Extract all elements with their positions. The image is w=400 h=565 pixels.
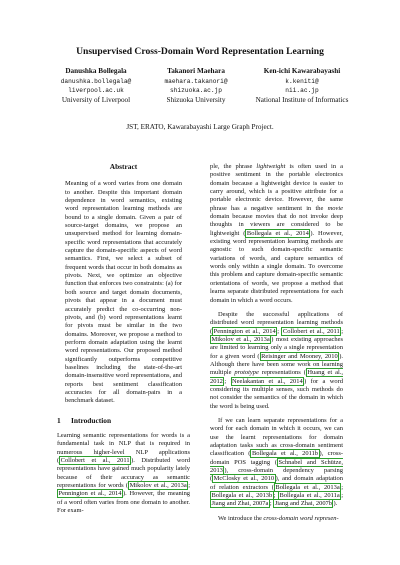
section-title: Introduction — [71, 415, 112, 425]
citation-link[interactable]: Bollegala et al., 2014 — [246, 229, 309, 237]
text-run: We introduce the — [218, 514, 264, 522]
text-run: ), cross-domain POS tagging ( — [210, 450, 343, 466]
text-run: If we can learn separate representations for a word for each domain in which it occurs, we can use the learnt representations for domain adaptation tasks such as cross-domain sentiment classification ( — [210, 416, 343, 458]
body-paragraph — [210, 515, 343, 523]
citation-link[interactable]: Huang et al., 2012 — [210, 369, 343, 385]
abstract-text: Meaning of a word varies from one domain to another. Despite this important domain dependence in word semantics, existing word representation learning methods are bound to a single domain. Given a pair of source-target domains, we propose an unsupervised method for learning domain-specific word representations that accurately capture the domain-specific aspects of word semantics. First, we select a subset of frequent words that occur in both domains as pivots. Next, we optimize an objective function that enforces two constraints: (a) for both source and target domain documents, pivots that appear in a document must accurately predict the co-occurring non-pivots, and (b) word representations learnt for pivots must be similar in the two domains. Moreover, we propose a method to perform domain adaptation using the learnt word representations. Our proposed method significantly outperforms competitive baselines including the state-of-the-art domain-insensitive word representations, and reports best sentiment classification accuracies for all domain-pairs in a benchmark dataset. — [65, 180, 182, 405]
abstract-heading: Abstract — [109, 162, 138, 171]
emphasis: cross-domain word represen- — [263, 514, 339, 522]
section-heading-introduction — [57, 417, 190, 425]
text-run: ) for a word considering its multiple senses, such methods do not consider the semantics of the domain in which the word is being used. — [210, 377, 343, 410]
body-paragraph — [210, 163, 343, 305]
author-email: k.keniti@ — [285, 77, 319, 85]
citation-link[interactable]: Bollegala et al., 2013b — [211, 492, 273, 500]
author-email: maehara.takanori@ — [164, 77, 228, 85]
citation-link[interactable]: Pennington et al., 2014 — [213, 327, 276, 335]
author-3 — [240, 67, 364, 105]
author-1 — [44, 67, 148, 105]
author-name: Danushka Bollegala — [65, 67, 127, 75]
author-2 — [144, 67, 248, 105]
author-email: danushka.bollegala@ — [60, 77, 132, 85]
section-number: 1 — [57, 415, 61, 425]
text-run: ), cross-domain dependency parsing ( — [210, 467, 343, 483]
citation-link[interactable]: Neelakantan et al., 2014 — [232, 377, 303, 385]
text-run: representations ( — [258, 369, 306, 377]
right-column — [210, 163, 343, 523]
text-run: Despite the successful applications of distributed word representation learning methods ( — [210, 310, 343, 335]
text-run: ). Although there have been some work on learning multiple — [210, 352, 343, 377]
text-run: ). Distributed word representations have gained much popularity lately because of their accuracy as semantic representations for words ( — [57, 457, 190, 490]
left-column — [57, 163, 190, 515]
body-paragraph: If we can learn separate representations for a word for each domain in which it occurs, we can use the learnt representations for domain adaptation tasks such as cross-domain sentiment classification ( Bollegala et al., 2011b ), cross-domain POS tagging ( Schnabel and Schütze, 2013 ), cross-domain dependency parsing ( McClosky et al., 2010 ), and domain adaptation of relation extractors ( Bollegala et al., 2013a ; Bollegala et al., 2013b ; Bollegala et al., 2011a ; Jiang and Zhai, 2007a ; Jiang and Zhai, 2007b ). — [210, 416, 343, 508]
text-run: Learning semantic representations for words is a fundamental task in NLP that is required in numerous higher-level NLP applications ( — [57, 431, 190, 464]
citation-link[interactable]: Bollegala et al., 2013a — [275, 483, 340, 491]
author-email-domain: nii.ac.jp — [285, 87, 319, 95]
paper-title: Unsupervised Cross-Domain Word Representation Learning — [76, 46, 324, 57]
author-affiliation: University of Liverpool — [61, 95, 131, 104]
citation-link[interactable]: Bollegala et al., 2011b — [251, 450, 319, 458]
text-run: ; — [188, 482, 191, 490]
citation-link[interactable]: Jiang and Zhai, 2007a — [211, 500, 269, 508]
citation-link[interactable]: Collobert et al., 2011 — [60, 457, 130, 464]
author-email-domain: liverpool.ac.uk — [68, 87, 124, 95]
text-run: ). However, the meaning of a word often varies from one domain to another. For exam- — [57, 490, 191, 515]
citation-link[interactable]: Mikolov et al., 2013a — [129, 482, 187, 490]
citation-link[interactable]: Pennington et al., 2014 — [58, 490, 122, 498]
body-paragraph: Despite the successful applications of distributed word representation learning methods ( Pennington et al., 2014 ; Collobert et al., 2011 ; Mikolov et al., 2013a ) most existing approaches are limited to learning only a single representation for a given word ( Reisinger and Mooney, 2010 ). Although there have been some work on learning multiple prototype representations ( Huang et al., 2012 ; Neelakantan et al., 2014 ) for a word considering its multiple senses, such methods do not consider the semantics of the domain in which the word is being used. — [210, 310, 343, 410]
text-run: ). However, existing word representation learning methods are agnostic to such domain-specific semantic variations of words, and capture semantics of words only within a single domain. To overcome this problem and capture domain-specific semantic orientations of words, we propose a method that learns separate distributed representations for each domain in which a word occurs. — [210, 229, 343, 304]
author-email-domain: shizuoka.ac.jp — [170, 87, 222, 95]
intro-paragraph — [57, 432, 190, 515]
author-affiliation: Shizuoka University — [166, 95, 226, 104]
citation-link[interactable]: Bollegala et al., 2011a — [279, 492, 340, 500]
text-run: ) most existing approaches are limited to learning only a single representation for a given word ( — [210, 335, 343, 360]
author-affiliation: National Institute of Informatics — [255, 95, 349, 104]
author-name: Ken-ichi Kawarabayashi — [263, 67, 341, 75]
citation-link[interactable]: McClosky et al., 2010 — [213, 475, 275, 483]
text-run: domain because movies that do not invoke deep thoughts in viewers are considered to be lightweight ( — [210, 213, 343, 237]
citation-link[interactable]: Collobert et al., 2011 — [282, 327, 340, 335]
author-name: Takanori Maehara — [167, 67, 225, 75]
emphasis: prototype — [234, 369, 259, 377]
citation-link[interactable]: Reisinger and Mooney, 2010 — [261, 352, 338, 360]
citation-link[interactable]: Mikolov et al., 2013a — [211, 335, 270, 343]
citation-link[interactable]: Schnabel and Schütze, 2013 — [210, 458, 343, 475]
text-run: ), and domain adaptation of relation extractors ( — [210, 475, 343, 491]
text-run: is often used in a positive sentiment in the portable electronics domain because a lightweight device is easier to carry around, which is a positive attribute for a portable electronic device. However, the same phrase has a negative sentiment in the — [210, 163, 343, 212]
citation-link[interactable]: Jiang and Zhai, 2007b — [274, 500, 332, 508]
text-run: ple, the phrase — [210, 163, 257, 170]
emphasis: lightweight — [256, 163, 286, 170]
text-run: ). — [333, 500, 338, 508]
extra-affiliation: JST, ERATO, Kawarabayashi Large Graph Project. — [126, 123, 274, 131]
emphasis: movie — [327, 204, 343, 212]
